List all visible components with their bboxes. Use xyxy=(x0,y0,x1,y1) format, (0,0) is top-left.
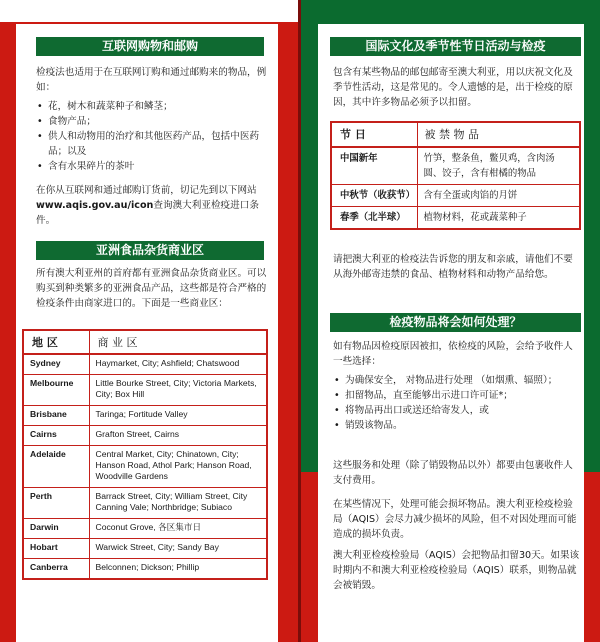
city-cell: Adelaide xyxy=(23,446,89,488)
table-row xyxy=(23,354,267,375)
list-item: • 食物产品； xyxy=(36,114,270,129)
list-item: • 将物品再出口或送还给寄发人，或 xyxy=(333,403,583,418)
internet-shopping-list xyxy=(36,99,270,174)
page-fold xyxy=(298,0,301,642)
city-cell: Canberra xyxy=(23,559,89,580)
handling-fees-paragraph: 这些服务和处理（除了销毁物品以外）都要由包裹收件人支付费用。 xyxy=(333,460,573,486)
shopping-district-table xyxy=(22,329,268,580)
city-cell: Sydney xyxy=(23,354,89,375)
table-row xyxy=(23,375,267,406)
festival-cell: 中秋节（收获节） xyxy=(331,185,417,207)
district-cell: Haymarket, City; Ashfield; Chatswood xyxy=(95,358,240,368)
table-header-district: 商 业 区 xyxy=(89,330,267,354)
district-cell: Barrack Street, City; William Street, City Canning Vale; Northbridge; Subiaco xyxy=(89,488,267,519)
handling-damage-paragraph: 在某些情况下，处理可能会损坏物品。澳大利亚检疫检验局（AQIS）会尽力减少损坏的风险，但不对因处理而可能造成的损坏负责。 xyxy=(333,499,577,540)
handling-retention-paragraph: 澳大利亚检疫检验局（AQIS）会把物品扣留30天。如果该时期内不和澳大利亚检疫检验局（AQIS）联系，则物品就会被销毁。 xyxy=(333,550,580,591)
district-cell: Warwick Street, City; Sandy Bay xyxy=(89,539,267,559)
asian-grocery-heading: 亚洲食品杂货商业区 xyxy=(36,241,264,260)
outro-text-a: 在你从互联网和通过邮购订货前，切记先到以下网站 xyxy=(36,185,257,196)
list-item: • 销毁该物品。 xyxy=(333,418,583,433)
list-item: • 供人和动物用的治疗和其他医药产品，包括中医药品；以及 xyxy=(36,129,270,159)
table-row xyxy=(331,185,580,207)
asian-grocery-intro: 所有澳大利亚州的首府都有亚洲食品杂货商业区。可以购买到种类繁多的亚洲食品产品，这些都是符合严格的检疫条件由商家进口的。下面是一些商业区： xyxy=(36,268,267,309)
festival-items-table xyxy=(330,121,581,230)
table-row xyxy=(23,559,267,580)
table-row xyxy=(331,147,580,185)
internet-shopping-intro: 检疫法也适用于在互联网订购和通过邮购来的物品，例如： xyxy=(36,67,267,93)
festivals-intro: 包含有某些物品的邮包邮寄至澳大利亚，用以庆祝文化及季节性活动，这是常见的。令人遗憾的是，出于检疫的原因，其中许多物品必须予以扣留。 xyxy=(333,67,573,108)
district-cell: Coconut Grove, 各区集市日 xyxy=(89,519,267,539)
city-cell: Brisbane xyxy=(23,406,89,426)
city-cell: Cairns xyxy=(23,426,89,446)
festival-cell: 中国新年 xyxy=(331,147,417,185)
list-item: • 为确保安全， 对物品进行处理 （如烟熏、辐照）； xyxy=(333,373,583,388)
table-row xyxy=(23,406,267,426)
table-header-festival: 节 日 xyxy=(331,122,417,147)
district-cell: Taringa; Fortitude Valley xyxy=(89,406,267,426)
table-row xyxy=(23,519,267,539)
handling-options-list xyxy=(333,373,583,433)
festivals-heading: 国际文化及季节性节日活动与检疫 xyxy=(330,37,581,56)
district-cell: Little Bourke Street, City; Victoria Markets, City; Box Hill xyxy=(89,375,267,406)
city-cell: Melbourne xyxy=(23,375,89,406)
table-row xyxy=(331,207,580,230)
handling-heading: 检疫物品将会如何处理？ xyxy=(330,313,581,332)
table-row xyxy=(23,488,267,519)
list-item: • 含有水果碎片的茶叶 xyxy=(36,159,270,174)
district-cell: Central Market, City; Chinatown, City; Hanson Road, Athol Park; Hanson Road, Woodville Gardens xyxy=(89,446,267,488)
outro-text-b: 查询澳大利亚检疫进口条件。 xyxy=(36,200,259,226)
table-header-region: 地 区 xyxy=(23,330,89,354)
internet-shopping-outro xyxy=(36,183,270,228)
banned-items-cell: 含有全蛋或肉馅的月饼 xyxy=(417,185,580,207)
list-item: • 花，树木和蔬菜种子和鳞茎； xyxy=(36,99,270,114)
table-row xyxy=(23,539,267,559)
aqis-website-link[interactable]: www.aqis.gov.au/icon xyxy=(36,200,154,211)
city-cell: Perth xyxy=(23,488,89,519)
festival-cell: 春季（北半球） xyxy=(331,207,417,230)
list-item: • 扣留物品，直至能够出示进口许可证*； xyxy=(333,388,583,403)
internet-shopping-heading: 互联网购物和邮购 xyxy=(36,37,264,56)
table-row xyxy=(23,426,267,446)
handling-intro: 如有物品因检疫原因被扣，依检疫的风险，会给予收件人一些选择： xyxy=(333,341,573,367)
festivals-note: 请把澳大利亚的检疫法告诉您的朋友和亲戚，请他们不要从海外邮寄违禁的食品、植物材料和动物产品给您。 xyxy=(333,254,573,280)
banned-items-cell: 竹笋，整条鱼，鳖贝鸡，含肉汤圆、饺子，含有柑橘的物品 xyxy=(423,153,555,179)
city-cell: Darwin xyxy=(23,519,89,539)
city-cell: Hobart xyxy=(23,539,89,559)
district-cell: Grafton Street, Cairns xyxy=(89,426,267,446)
table-header-banned-items: 被 禁 物 品 xyxy=(417,122,580,147)
table-row xyxy=(23,446,267,488)
left-top-strip xyxy=(0,0,300,22)
district-cell: Belconnen; Dickson; Phillip xyxy=(89,559,267,580)
banned-items-cell: 植物材料，花或蔬菜种子 xyxy=(417,207,580,230)
